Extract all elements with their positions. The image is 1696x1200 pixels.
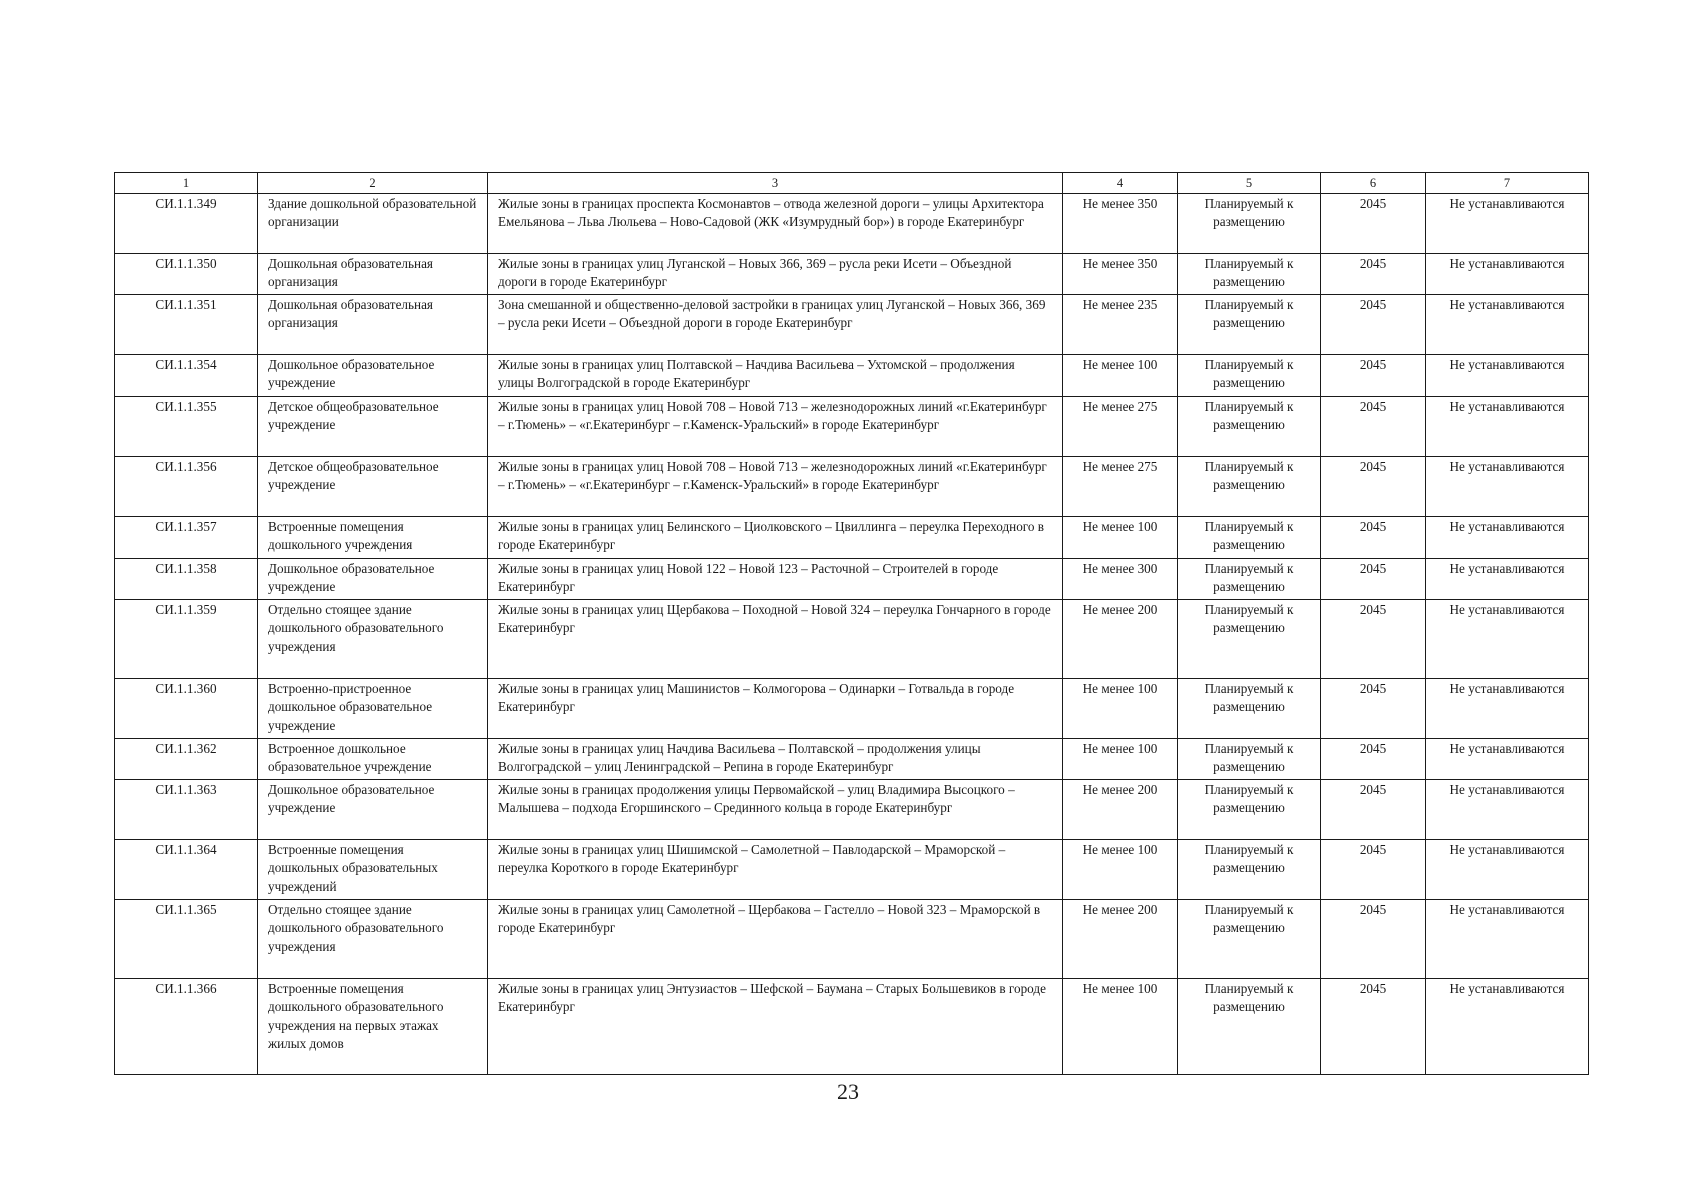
facility-zones: Не устанавливаются xyxy=(1426,397,1589,457)
facility-year: 2045 xyxy=(1321,739,1426,780)
facility-year: 2045 xyxy=(1321,254,1426,295)
facility-location: Жилые зоны в границах улиц Самолетной – Щербакова – Гастелло – Новой 323 – Мраморской в городе Екатеринбург xyxy=(488,900,1063,979)
column-header: 5 xyxy=(1178,173,1321,194)
facility-location: Жилые зоны в границах улиц Новой 122 – Новой 123 – Расточной – Строителей в городе Екатеринбург xyxy=(488,559,1063,600)
facility-name: Детское общеобразовательное учреждение xyxy=(258,457,488,517)
facility-code: СИ.1.1.357 xyxy=(115,517,258,559)
facility-year: 2045 xyxy=(1321,457,1426,517)
facility-code: СИ.1.1.363 xyxy=(115,780,258,840)
facility-capacity: Не менее 235 xyxy=(1063,295,1178,355)
page-number: 23 xyxy=(837,1079,859,1104)
facility-name: Дошкольная образовательная организация xyxy=(258,295,488,355)
table-row xyxy=(115,295,1589,355)
facility-status: Планируемый к размещению xyxy=(1178,517,1321,559)
facility-location: Жилые зоны в границах проспекта Космонавтов – отвода железной дороги – улицы Архитектора Емельянова – Льва Люльева – Ново-Садовой (ЖК «Изумрудный бор») в городе Екатеринбург xyxy=(488,194,1063,254)
facility-status: Планируемый к размещению xyxy=(1178,679,1321,739)
facility-zones: Не устанавливаются xyxy=(1426,457,1589,517)
table-row xyxy=(115,397,1589,457)
facility-zones: Не устанавливаются xyxy=(1426,979,1589,1075)
facility-zones: Не устанавливаются xyxy=(1426,739,1589,780)
facility-name: Встроенные помещения дошкольного учреждения xyxy=(258,517,488,559)
facility-year: 2045 xyxy=(1321,295,1426,355)
facility-year: 2045 xyxy=(1321,900,1426,979)
facility-capacity: Не менее 275 xyxy=(1063,397,1178,457)
facility-zones: Не устанавливаются xyxy=(1426,194,1589,254)
facility-name: Детское общеобразовательное учреждение xyxy=(258,397,488,457)
table-header-row xyxy=(115,173,1589,194)
facility-code: СИ.1.1.349 xyxy=(115,194,258,254)
table-row xyxy=(115,600,1589,679)
facility-code: СИ.1.1.364 xyxy=(115,840,258,900)
facility-location: Жилые зоны в границах улиц Щербакова – Походной – Новой 324 – переулка Гончарного в городе Екатеринбург xyxy=(488,600,1063,679)
table-row xyxy=(115,457,1589,517)
facility-capacity: Не менее 100 xyxy=(1063,517,1178,559)
facility-status: Планируемый к размещению xyxy=(1178,397,1321,457)
facility-code: СИ.1.1.355 xyxy=(115,397,258,457)
facility-name: Встроенные помещения дошкольного образовательного учреждения на первых этажах жилых домов xyxy=(258,979,488,1075)
facility-location: Жилые зоны в границах улиц Луганской – Новых 366, 369 – русла реки Исети – Объездной дороги в городе Екатеринбург xyxy=(488,254,1063,295)
facility-location: Жилые зоны в границах улиц Машинистов – Колмогорова – Одинарки – Готвальда в городе Екатеринбург xyxy=(488,679,1063,739)
facility-capacity: Не менее 100 xyxy=(1063,679,1178,739)
facility-code: СИ.1.1.356 xyxy=(115,457,258,517)
facility-zones: Не устанавливаются xyxy=(1426,517,1589,559)
facility-code: СИ.1.1.365 xyxy=(115,900,258,979)
facility-status: Планируемый к размещению xyxy=(1178,900,1321,979)
facility-year: 2045 xyxy=(1321,517,1426,559)
table-row xyxy=(115,900,1589,979)
facility-zones: Не устанавливаются xyxy=(1426,295,1589,355)
column-header: 6 xyxy=(1321,173,1426,194)
column-header: 7 xyxy=(1426,173,1589,194)
facility-code: СИ.1.1.351 xyxy=(115,295,258,355)
facility-location: Жилые зоны в границах улиц Начдива Васильева – Полтавской – продолжения улицы Волгоградской – улиц Ленинградской – Репина в городе Екатеринбург xyxy=(488,739,1063,780)
facility-capacity: Не менее 200 xyxy=(1063,780,1178,840)
facility-status: Планируемый к размещению xyxy=(1178,600,1321,679)
facility-zones: Не устанавливаются xyxy=(1426,840,1589,900)
facility-zones: Не устанавливаются xyxy=(1426,679,1589,739)
facility-name: Дошкольное образовательное учреждение xyxy=(258,559,488,600)
facility-zones: Не устанавливаются xyxy=(1426,355,1589,397)
facility-year: 2045 xyxy=(1321,397,1426,457)
facility-capacity: Не менее 275 xyxy=(1063,457,1178,517)
facility-status: Планируемый к размещению xyxy=(1178,355,1321,397)
facility-capacity: Не менее 100 xyxy=(1063,840,1178,900)
column-header: 4 xyxy=(1063,173,1178,194)
facility-name: Отдельно стоящее здание дошкольного образовательного учреждения xyxy=(258,900,488,979)
facility-code: СИ.1.1.360 xyxy=(115,679,258,739)
table-row xyxy=(115,559,1589,600)
column-header: 2 xyxy=(258,173,488,194)
facility-location: Жилые зоны в границах улиц Шишимской – Самолетной – Павлодарской – Мраморской – переулка Короткого в городе Екатеринбург xyxy=(488,840,1063,900)
column-header: 1 xyxy=(115,173,258,194)
facility-year: 2045 xyxy=(1321,679,1426,739)
table-row xyxy=(115,254,1589,295)
table-row xyxy=(115,679,1589,739)
facility-name: Дошкольная образовательная организация xyxy=(258,254,488,295)
facility-name: Отдельно стоящее здание дошкольного образовательного учреждения xyxy=(258,600,488,679)
facility-zones: Не устанавливаются xyxy=(1426,900,1589,979)
facility-location: Жилые зоны в границах продолжения улицы Первомайской – улиц Владимира Высоцкого – Малышева – подхода Егоршинского – Срединного кольца в городе Екатеринбург xyxy=(488,780,1063,840)
facility-code: СИ.1.1.358 xyxy=(115,559,258,600)
facility-code: СИ.1.1.350 xyxy=(115,254,258,295)
facility-location: Жилые зоны в границах улиц Полтавской – Начдива Васильева – Ухтомской – продолжения улицы Волгоградской в городе Екатеринбург xyxy=(488,355,1063,397)
facility-zones: Не устанавливаются xyxy=(1426,254,1589,295)
facility-capacity: Не менее 100 xyxy=(1063,739,1178,780)
facility-capacity: Не менее 300 xyxy=(1063,559,1178,600)
facility-year: 2045 xyxy=(1321,355,1426,397)
table-row xyxy=(115,517,1589,559)
facility-status: Планируемый к размещению xyxy=(1178,295,1321,355)
facility-year: 2045 xyxy=(1321,780,1426,840)
facility-year: 2045 xyxy=(1321,979,1426,1075)
column-header: 3 xyxy=(488,173,1063,194)
facility-code: СИ.1.1.354 xyxy=(115,355,258,397)
facility-name: Дошкольное образовательное учреждение xyxy=(258,780,488,840)
facility-location: Жилые зоны в границах улиц Новой 708 – Новой 713 – железнодорожных линий «г.Екатеринбург – г.Тюмень» – «г.Екатеринбург – г.Каменск-Уральский» в городе Екатеринбург xyxy=(488,457,1063,517)
facility-year: 2045 xyxy=(1321,194,1426,254)
facility-capacity: Не менее 200 xyxy=(1063,600,1178,679)
facility-code: СИ.1.1.366 xyxy=(115,979,258,1075)
facility-name: Дошкольное образовательное учреждение xyxy=(258,355,488,397)
facility-name: Встроенно-пристроенное дошкольное образовательное учреждение xyxy=(258,679,488,739)
facility-location: Жилые зоны в границах улиц Новой 708 – Новой 713 – железнодорожных линий «г.Екатеринбург – г.Тюмень» – «г.Екатеринбург – г.Каменск-Уральский» в городе Екатеринбург xyxy=(488,397,1063,457)
facility-capacity: Не менее 100 xyxy=(1063,355,1178,397)
facilities-table xyxy=(114,172,1589,1075)
facility-capacity: Не менее 350 xyxy=(1063,194,1178,254)
facility-year: 2045 xyxy=(1321,559,1426,600)
facility-location: Жилые зоны в границах улиц Белинского – Циолковского – Цвиллинга – переулка Переходного в городе Екатеринбург xyxy=(488,517,1063,559)
table-row xyxy=(115,979,1589,1075)
facility-capacity: Не менее 350 xyxy=(1063,254,1178,295)
facility-name: Встроенное дошкольное образовательное учреждение xyxy=(258,739,488,780)
facility-capacity: Не менее 200 xyxy=(1063,900,1178,979)
facility-name: Здание дошкольной образовательной организации xyxy=(258,194,488,254)
facility-status: Планируемый к размещению xyxy=(1178,840,1321,900)
facility-capacity: Не менее 100 xyxy=(1063,979,1178,1075)
facility-status: Планируемый к размещению xyxy=(1178,979,1321,1075)
table-row xyxy=(115,739,1589,780)
facility-name: Встроенные помещения дошкольных образовательных учреждений xyxy=(258,840,488,900)
facility-status: Планируемый к размещению xyxy=(1178,559,1321,600)
facility-status: Планируемый к размещению xyxy=(1178,457,1321,517)
facility-zones: Не устанавливаются xyxy=(1426,780,1589,840)
facility-year: 2045 xyxy=(1321,840,1426,900)
table-row xyxy=(115,840,1589,900)
table-row xyxy=(115,194,1589,254)
facility-status: Планируемый к размещению xyxy=(1178,194,1321,254)
facility-status: Планируемый к размещению xyxy=(1178,254,1321,295)
table-row xyxy=(115,780,1589,840)
facility-status: Планируемый к размещению xyxy=(1178,780,1321,840)
facility-status: Планируемый к размещению xyxy=(1178,739,1321,780)
facility-code: СИ.1.1.359 xyxy=(115,600,258,679)
facility-location: Жилые зоны в границах улиц Энтузиастов – Шефской – Баумана – Старых Большевиков в городе Екатеринбург xyxy=(488,979,1063,1075)
facility-location: Зона смешанной и общественно-деловой застройки в границах улиц Луганской – Новых 366, 369 – русла реки Исети – Объездной дороги в городе Екатеринбург xyxy=(488,295,1063,355)
table-row xyxy=(115,355,1589,397)
facility-zones: Не устанавливаются xyxy=(1426,559,1589,600)
facility-year: 2045 xyxy=(1321,600,1426,679)
facility-zones: Не устанавливаются xyxy=(1426,600,1589,679)
facility-code: СИ.1.1.362 xyxy=(115,739,258,780)
